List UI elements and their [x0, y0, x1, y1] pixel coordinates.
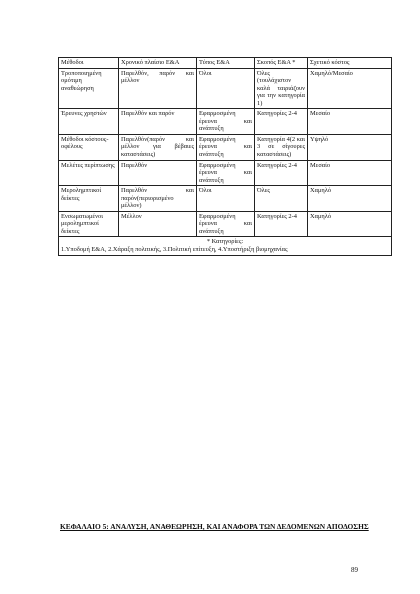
evaluation-methods-table: [58, 57, 392, 256]
table-cell: Έρευνες χρηστών: [59, 109, 119, 135]
table-cell: Μέθοδοι κόστους-οφέλους: [59, 134, 119, 160]
table-row: [59, 68, 392, 109]
table-cell: Όλες (τουλάχιστον καλά ταιριάζουν για την κατηγορία 1): [255, 68, 308, 109]
table-row: [59, 160, 392, 186]
table-cell: Όλοι: [197, 68, 255, 109]
table-cell: Μελέτες περίπτωσης: [59, 160, 119, 186]
table-row: [59, 186, 392, 212]
table-cell: Εφαρμοσμένη έρευνα και ανάπτυξη: [197, 134, 255, 160]
table-row: [59, 134, 392, 160]
chapter-heading: ΚΕΦΑΛΑΙΟ 5: ΑΝΑΛΥΣΗ, ΑΝΑΘΕΩΡΗΣΗ, ΚΑΙ ΑΝΑΦΟΡΑ ΤΩΝ ΔΕΔΟΜΕΝΩΝ ΑΠΟΔΟΣΗΣ: [60, 522, 369, 531]
table-row: [59, 211, 392, 237]
table-cell: Μεσαίο: [308, 109, 392, 135]
table-cell: Όλοι: [197, 186, 255, 212]
header-purpose: Σκοπός Ε&Α *: [255, 58, 308, 69]
table-cell: Παρελθόν: [119, 160, 197, 186]
table-footnote-row: [59, 237, 392, 255]
table-cell: Μερολημπτικοί δείκτες: [59, 186, 119, 212]
table-cell: Κατηγορία 4(2 και 3 σε σίγουρες καταστάσεις): [255, 134, 308, 160]
table-cell: Εφαρμοσμένη έρευνα και ανάπτυξη: [197, 160, 255, 186]
table-cell: Μέλλον: [119, 211, 197, 237]
table-cell: Εφαρμοσμένη έρευνα και ανάπτυξη: [197, 211, 255, 237]
table-cell: Παρελθόν, παρόν και μέλλον: [119, 68, 197, 109]
table-cell: Εφαρμοσμένη έρευνα και ανάπτυξη: [197, 109, 255, 135]
table-cell: Τροποποιημένη ομότιμη αναθεώρηση: [59, 68, 119, 109]
table-row: [59, 109, 392, 135]
table-cell: Χαμηλό: [308, 211, 392, 237]
table-cell: Χαμηλό/Μεσαίο: [308, 68, 392, 109]
table-cell: Παρελθόν(παρόν και μέλλον για βέβαιες καταστάσεις): [119, 134, 197, 160]
table-cell: Χαμηλό: [308, 186, 392, 212]
page-number: 89: [351, 566, 358, 574]
table-cell: Υψηλό: [308, 134, 392, 160]
table-footnote: [59, 237, 392, 255]
table-cell: Ενσωματωμένοι μερολημπτικοί δείκτες: [59, 211, 119, 237]
table-cell: Παρελθόν και παρόν: [119, 109, 197, 135]
footnote-title: * Κατηγορίες:: [206, 238, 244, 246]
header-methods: Μέθοδοι: [59, 58, 119, 69]
table-cell: Κατηγορίες 2-4: [255, 211, 308, 237]
header-type: Τύπος Ε&Α: [197, 58, 255, 69]
table-cell: Κατηγορίες 2-4: [255, 160, 308, 186]
table-cell: Όλες: [255, 186, 308, 212]
footnote-text: 1.Υποδομή Ε&Α, 2.Χάραξη πολιτικής, 3.Πολιτική επίτευξη, 4.Υποστήριξη βιομηχανίας: [61, 246, 288, 254]
header-cost: Σχετικό κόστος: [308, 58, 392, 69]
table-cell: Κατηγορίες 2-4: [255, 109, 308, 135]
table-cell: Παρελθόν και παρόν(περιορισμένο μέλλον): [119, 186, 197, 212]
header-timeframe: Χρονικό πλαίσιο Ε&Α: [119, 58, 197, 69]
table-cell: Μεσαίο: [308, 160, 392, 186]
table-header-row: [59, 58, 392, 69]
